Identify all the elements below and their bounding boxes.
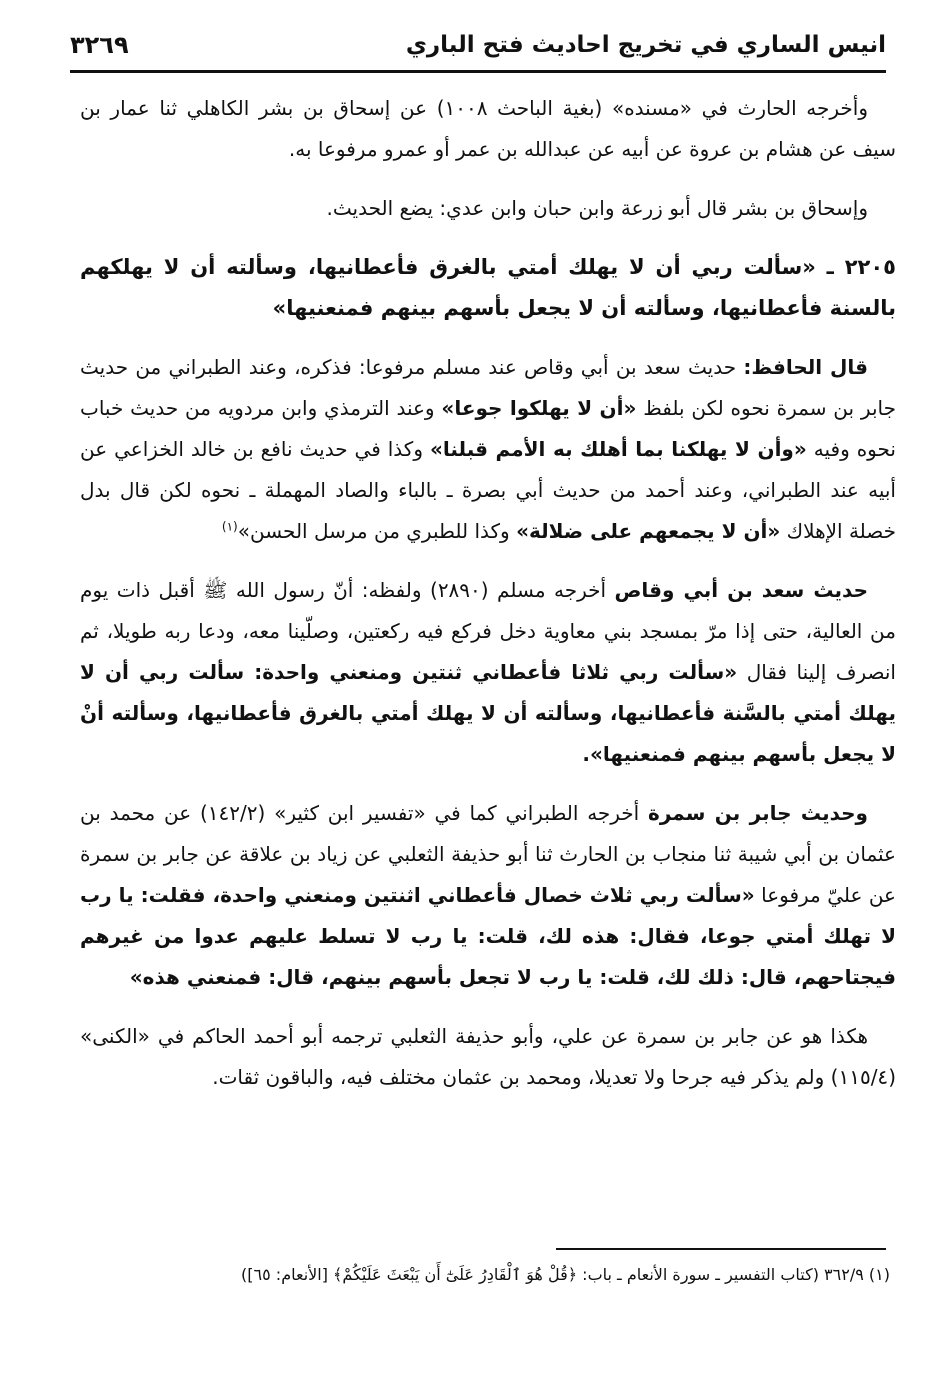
saad-text: أخرجه مسلم (٢٨٩٠) ولفظه: أنّ رسول الله ﷺ أقبل ذات يوم من العالية، حتى إذا مرّ بمسجد بني معاوية دخل فركع فيه ركعتين، وصلّينا معه، ودعا ربه طويلا، ثم انصرف إلينا فقال <box>80 578 896 684</box>
saad-lead: حديث سعد بن أبي وقاص <box>614 578 869 602</box>
page-number: ٣٢٦٩ <box>70 31 129 59</box>
paragraph-ishaq: وإسحاق بن بشر قال أبو زرعة وابن حبان وابن عدي: يضع الحديث. <box>326 196 868 220</box>
hadith-number: ٢٢٠٥ ـ <box>826 255 896 279</box>
footnote-text: ٣٦٢/٩ (كتاب التفسير ـ سورة الأنعام ـ باب: ﴿قُلْ هُوَ ٱلْقَادِرُ عَلَىٰٓ أَن يَبْعَثَ عَلَيْكُمْ﴾ [الأنعام: ٦٥]) <box>241 1265 864 1284</box>
saad-quote: «سألت ربي ثلاثا فأعطاني ثنتين ومنعني واحدة: سألت ربي أن لا يهلك أمتي بالسَّنة فأعطانيها، وسألته أن لا يهلك أمتي بالغرق فأعطانيها، وسألته أنْ لا يجعل بأسهم بينهم فمنعنيها». <box>80 660 896 766</box>
paragraph-conclusion: هكذا هو عن جابر بن سمرة عن علي، وأبو حذيفة الثعلبي ترجمه أبو أحمد الحاكم في «الكنى» (١١٥/٤) ولم يذكر فيه جرحا ولا تعديلا، ومحمد بن عثمان مختلف فيه، والباقون ثقات. <box>80 1024 896 1089</box>
footnote-divider <box>556 1248 886 1250</box>
paragraph-saad <box>80 570 896 775</box>
hafiz-quote-3: «أن لا يجمعهم على ضلالة» <box>516 519 781 543</box>
footnote-marker: (١) <box>868 1265 890 1284</box>
hafiz-text-g: وكذا للطبري من مرسل الحسن» <box>237 519 517 543</box>
jabir-lead: وحديث جابر بن سمرة <box>648 801 868 825</box>
header-title: انيس الساري في تخريج احاديث فتح الباري <box>405 32 886 58</box>
hafiz-text-c: وعند الترمذي وابن مردويه من حديث خباب نحوه وفيه <box>80 396 896 461</box>
hafiz-quote-1: «أن لا يهلكوا جوعا» <box>441 396 637 420</box>
hadith-heading <box>80 247 896 329</box>
hafiz-lead: قال الحافظ: <box>743 355 868 379</box>
paragraph-hafiz <box>80 347 896 552</box>
main-text <box>80 88 896 1098</box>
paragraph-jabir <box>80 793 896 998</box>
hafiz-text-a: حديث سعد بن أبي وقاص عند مسلم مرفوعا: فذكره، وعند الطبراني من حديث جابر بن سمرة نحوه لكن بلفظ <box>80 355 896 420</box>
jabir-text: أخرجه الطبراني كما في «تفسير ابن كثير» (١٤٢/٢) عن محمد بن عثمان بن أبي شيبة ثنا منجاب بن الحارث ثنا أبو حذيفة الثعلبي عن زياد بن علاقة عن جابر بن سمرة عن عليّ مرفوعا <box>80 801 896 907</box>
paragraph-harith: وأخرجه الحارث في «مسنده» (بغية الباحث ١٠٠٨) عن إسحاق بن بشر الكاهلي ثنا عمار بن سيف عن هشام بن عروة عن أبيه عن عبدالله بن عمر أو عمرو مرفوعا به. <box>80 96 896 161</box>
footnote-reference[interactable]: (١) <box>221 519 238 534</box>
hafiz-quote-2: «وأن لا يهلكنا بما أهلك به الأمم قبلنا» <box>429 437 807 461</box>
running-header <box>70 20 886 73</box>
jabir-quote: «سألت ربي ثلاث خصال فأعطاني اثنتين ومنعني واحدة، فقلت: يا رب لا تهلك أمتي جوعا، فقال: هذه لك، قلت: يا رب لا تسلط عليهم عدوا من غيرهم فيجتاحهم، قال: ذلك لك، قلت: يا رب لا تجعل بأسهم بينهم، قال: فمنعني هذه» <box>80 883 896 989</box>
hafiz-text-e: وكذا في حديث نافع بن خالد الخزاعي عن أبيه عند الطبراني، وعند أحمد من حديث أبي بصرة ـ بالباء والصاد المهملة ـ نحوه لكن قال بدل خصلة الإهلاك <box>80 437 896 543</box>
footnote <box>80 1260 890 1290</box>
hadith-text: «سألت ربي أن لا يهلك أمتي بالغرق فأعطانيها، وسألته أن لا يهلكهم بالسنة فأعطانيها، وسألته أن لا يجعل بأسهم بينهم فمنعنيها» <box>80 255 896 320</box>
